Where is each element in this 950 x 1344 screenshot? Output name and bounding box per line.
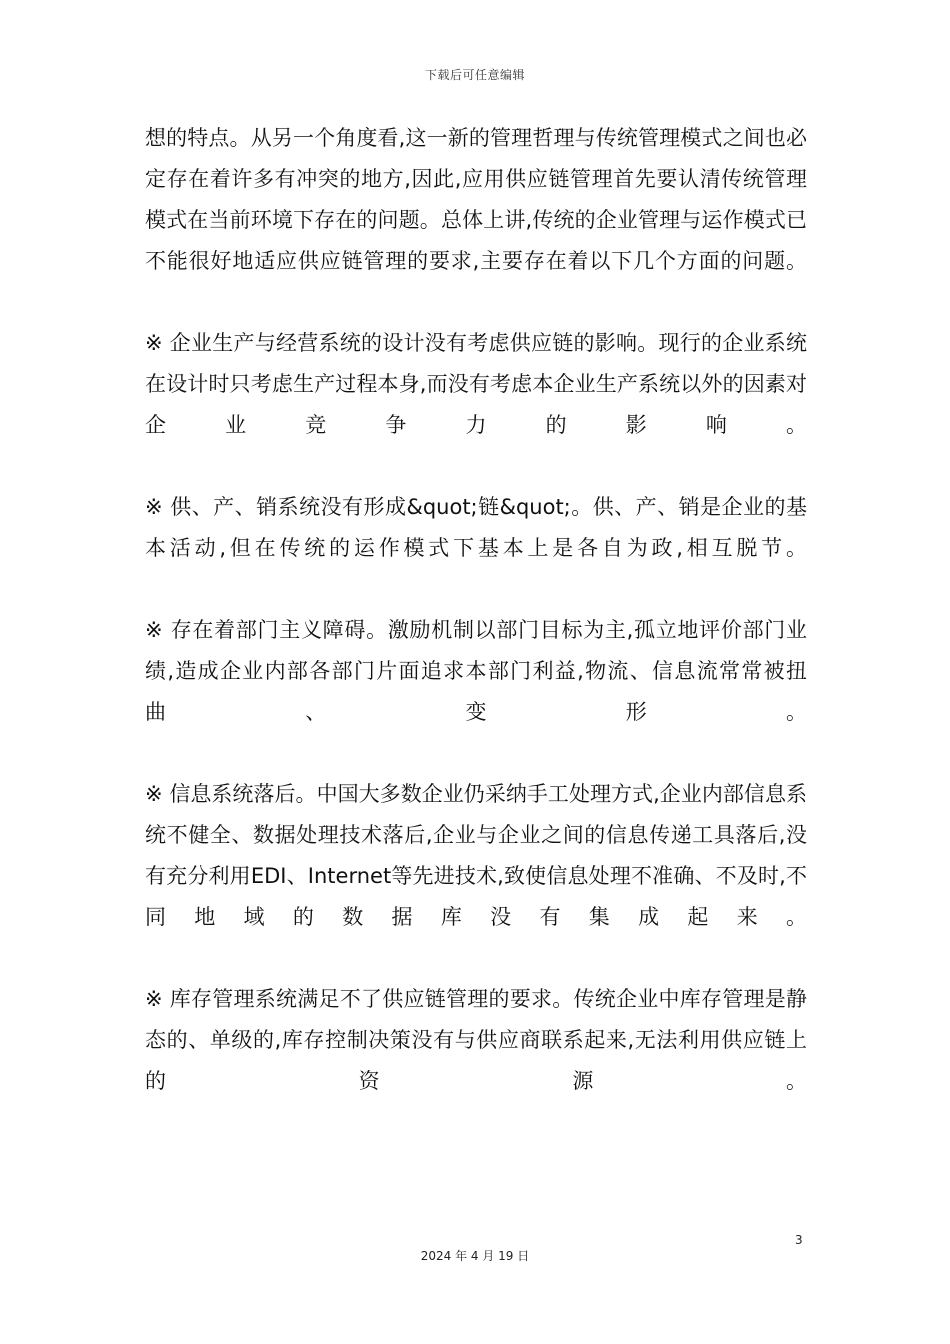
page-footer-date: 2024 年 4 月 19 日 [420,1249,530,1263]
paragraph-information-system: ※ 信息系统落后。中国大多数企业仍采纳手工处理方式,企业内部信息系统不健全、数据处理技术落后,企业与企业之间的信息传递工具落后,没有充分利用EDI、Internet等先进技术,致使信息处理不准确、不及时,不同地域的数据库没有集成起来。 [145,782,807,929]
page-number: 3 [795,1233,803,1247]
document-body [145,118,807,1143]
paragraph-intro: 想的特点。从另一个角度看,这一新的管理哲理与传统管理模式之间也必定存在着许多有冲突的地方,因此,应用供应链管理首先要认清传统管理模式在当前环境下存在的问题。总体上讲,传统的企业管理与运作模式已不能很好地适应供应链管理的要求,主要存在着以下几个方面的问题。 [145,126,807,273]
paragraph-inventory-management: ※ 库存管理系统满足不了供应链管理的要求。传统企业中库存管理是静态的、单级的,库存控制决策没有与供应商联系起来,无法利用供应链上的资源。 [145,987,807,1093]
page-header: 下载后可任意编辑 [424,68,525,82]
paragraph-production-system: ※ 企业生产与经营系统的设计没有考虑供应链的影响。现行的企业系统在设计时只考虑生产过程本身,而没有考虑本企业生产系统以外的因素对企业竞争力的影响。 [145,331,807,437]
paragraph-supply-chain-link: ※ 供、产、销系统没有形成&quot;链&quot;。供、产、销是企业的基本活动,但在传统的运作模式下基本上是各自为政,相互脱节。 [145,495,807,560]
paragraph-department-barrier: ※ 存在着部门主义障碍。激励机制以部门目标为主,孤立地评价部门业绩,造成企业内部各部门片面追求本部门利益,物流、信息流常常被扭曲、变形。 [145,618,807,724]
